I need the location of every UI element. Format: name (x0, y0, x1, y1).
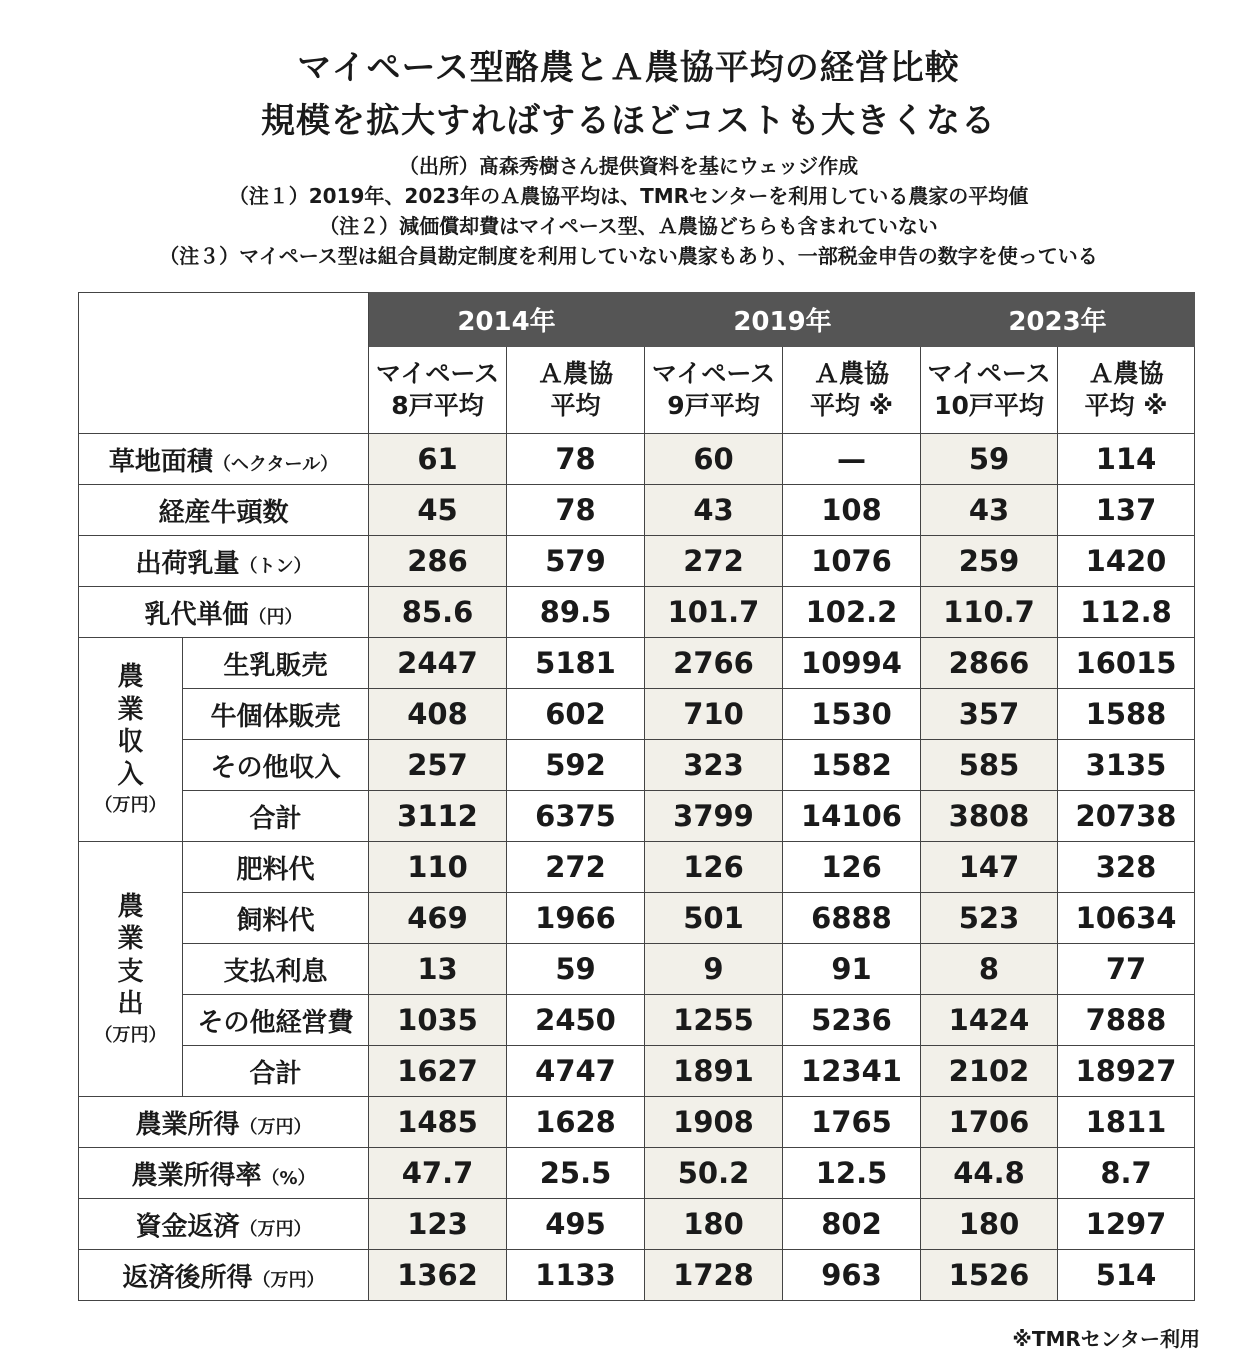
value-cell: 2447 (369, 638, 507, 689)
value-cell: 1706 (921, 1097, 1058, 1148)
row-label-text: 出荷乳量 (135, 548, 240, 579)
table-row (79, 791, 1195, 842)
value-cell: 12341 (783, 1046, 921, 1097)
corner-cell (79, 293, 369, 434)
value-cell: 114 (1058, 434, 1195, 485)
value-cell: 1362 (369, 1250, 507, 1301)
value-cell: 585 (921, 740, 1058, 791)
value-cell: 126 (783, 842, 921, 893)
group-label-char: 支 (117, 956, 144, 987)
value-cell: 592 (507, 740, 645, 791)
row-label (79, 1199, 369, 1250)
value-cell: 25.5 (507, 1148, 645, 1199)
column-header (645, 347, 783, 434)
row-label: 肥料代 (183, 842, 369, 893)
value-cell: 85.6 (369, 587, 507, 638)
value-cell: 13 (369, 944, 507, 995)
value-cell: 1297 (1058, 1199, 1195, 1250)
table-row (79, 1046, 1195, 1097)
value-cell: 43 (645, 485, 783, 536)
value-cell: 602 (507, 689, 645, 740)
value-cell: 963 (783, 1250, 921, 1301)
table-row (79, 1148, 1195, 1199)
value-cell: 5181 (507, 638, 645, 689)
title-line-2: 規模を拡大すればするほどコストも大きくなる (261, 101, 996, 141)
value-cell: 8 (921, 944, 1058, 995)
row-label-unit: （万円） (239, 1116, 312, 1138)
value-cell: 259 (921, 536, 1058, 587)
row-label: 牛個体販売 (183, 689, 369, 740)
value-cell: 272 (507, 842, 645, 893)
value-cell: 802 (783, 1199, 921, 1250)
column-header-line: マイペース (927, 358, 1051, 388)
column-header (921, 347, 1058, 434)
table-row (79, 1250, 1195, 1301)
table-row (79, 995, 1195, 1046)
value-cell: 44.8 (921, 1148, 1058, 1199)
column-header-line: マイペース (651, 358, 776, 388)
value-cell: 78 (507, 485, 645, 536)
row-label: その他経営費 (183, 995, 369, 1046)
source-note: （出所）髙森秀樹さん提供資料を基にウェッジ作成 (398, 154, 859, 178)
column-header (369, 347, 507, 434)
value-cell: 523 (921, 893, 1058, 944)
value-cell: 16015 (1058, 638, 1195, 689)
column-header-line: 平均 ※ (809, 391, 893, 420)
value-cell: 1588 (1058, 689, 1195, 740)
value-cell: — (783, 434, 921, 485)
row-label-text: 農業所得率 (131, 1160, 262, 1191)
value-cell: 323 (645, 740, 783, 791)
income-group-label (79, 638, 183, 842)
value-cell: 101.7 (645, 587, 783, 638)
value-cell: 1765 (783, 1097, 921, 1148)
table-row (79, 1199, 1195, 1250)
value-cell: 6375 (507, 791, 645, 842)
note-1: （注１）2019年、2023年のＡ農協平均は、TMRセンターを利用している農家の平均値 (228, 184, 1029, 208)
value-cell: 1530 (783, 689, 921, 740)
note-3: （注３）マイペース型は組合員勘定制度を利用していない農家もあり、一部税金申告の数字を使っている (159, 244, 1098, 268)
column-header-line: Ａ農協 (1088, 358, 1164, 388)
value-cell: 7888 (1058, 995, 1195, 1046)
value-cell: 4747 (507, 1046, 645, 1097)
value-cell: 2450 (507, 995, 645, 1046)
value-cell: 9 (645, 944, 783, 995)
value-cell: 6888 (783, 893, 921, 944)
value-cell: 91 (783, 944, 921, 995)
column-header-line: 9戸平均 (667, 391, 760, 420)
value-cell: 3808 (921, 791, 1058, 842)
group-label-char: 農 (117, 891, 144, 922)
value-cell: 8.7 (1058, 1148, 1195, 1199)
value-cell: 123 (369, 1199, 507, 1250)
table-row (79, 587, 1195, 638)
value-cell: 137 (1058, 485, 1195, 536)
group-label-unit: （万円） (94, 1024, 167, 1046)
value-cell: 50.2 (645, 1148, 783, 1199)
value-cell: 108 (783, 485, 921, 536)
column-header (507, 347, 645, 434)
value-cell: 1133 (507, 1250, 645, 1301)
row-label-text: 草地面積 (108, 446, 213, 477)
value-cell: 102.2 (783, 587, 921, 638)
table-row (79, 434, 1195, 485)
group-label-char: 業 (117, 694, 144, 725)
value-cell: 110 (369, 842, 507, 893)
row-label (79, 536, 369, 587)
row-label: 支払利息 (183, 944, 369, 995)
value-cell: 14106 (783, 791, 921, 842)
group-label-char: 収 (117, 727, 144, 758)
column-header-line: Ａ農協 (537, 358, 613, 388)
value-cell: 45 (369, 485, 507, 536)
value-cell: 110.7 (921, 587, 1058, 638)
row-label-text: 返済後所得 (122, 1262, 253, 1293)
value-cell: 147 (921, 842, 1058, 893)
table-row (79, 536, 1195, 587)
value-cell: 1526 (921, 1250, 1058, 1301)
row-label: その他収入 (183, 740, 369, 791)
row-label (79, 1250, 369, 1301)
year-header-2019: 2019年 (645, 293, 921, 347)
value-cell: 12.5 (783, 1148, 921, 1199)
value-cell: 3135 (1058, 740, 1195, 791)
column-header-line: 平均 ※ (1084, 391, 1168, 420)
table-row (79, 893, 1195, 944)
value-cell: 10634 (1058, 893, 1195, 944)
table-row (79, 842, 1195, 893)
value-cell: 1035 (369, 995, 507, 1046)
group-label-char: 業 (117, 924, 144, 955)
row-label (79, 1148, 369, 1199)
value-cell: 1811 (1058, 1097, 1195, 1148)
column-header-line: Ａ農協 (813, 358, 889, 388)
row-label (79, 485, 369, 536)
value-cell: 112.8 (1058, 587, 1195, 638)
value-cell: 469 (369, 893, 507, 944)
row-label: 生乳販売 (183, 638, 369, 689)
column-header-line: 8戸平均 (391, 391, 484, 420)
value-cell: 328 (1058, 842, 1195, 893)
table-row (79, 638, 1195, 689)
row-label (79, 1097, 369, 1148)
value-cell: 1582 (783, 740, 921, 791)
value-cell: 501 (645, 893, 783, 944)
row-label-text: 農業所得 (135, 1109, 240, 1140)
group-label-char: 入 (117, 759, 144, 790)
value-cell: 20738 (1058, 791, 1195, 842)
table-row (79, 485, 1195, 536)
group-label-char: 農 (117, 662, 144, 693)
column-header (783, 347, 921, 434)
value-cell: 1424 (921, 995, 1058, 1046)
value-cell: 1076 (783, 536, 921, 587)
row-label: 合計 (183, 791, 369, 842)
table-row (79, 944, 1195, 995)
row-label: 合計 (183, 1046, 369, 1097)
group-label-char: 出 (117, 989, 144, 1020)
row-label-text: 資金返済 (135, 1211, 240, 1242)
row-label-text: 乳代単価 (144, 599, 249, 630)
value-cell: 10994 (783, 638, 921, 689)
value-cell: 3799 (645, 791, 783, 842)
value-cell: 710 (645, 689, 783, 740)
value-cell: 272 (645, 536, 783, 587)
footer-note: ※TMRセンター利用 (1012, 1327, 1200, 1351)
value-cell: 126 (645, 842, 783, 893)
value-cell: 2766 (645, 638, 783, 689)
value-cell: 514 (1058, 1250, 1195, 1301)
value-cell: 59 (507, 944, 645, 995)
value-cell: 1485 (369, 1097, 507, 1148)
column-header-line: 平均 (550, 391, 601, 420)
value-cell: 43 (921, 485, 1058, 536)
value-cell: 257 (369, 740, 507, 791)
row-label-unit: （ヘクタール） (212, 453, 339, 475)
value-cell: 579 (507, 536, 645, 587)
value-cell: 180 (921, 1199, 1058, 1250)
value-cell: 5236 (783, 995, 921, 1046)
value-cell: 1908 (645, 1097, 783, 1148)
value-cell: 286 (369, 536, 507, 587)
value-cell: 3112 (369, 791, 507, 842)
year-header-2023: 2023年 (921, 293, 1195, 347)
value-cell: 2866 (921, 638, 1058, 689)
value-cell: 357 (921, 689, 1058, 740)
value-cell: 59 (921, 434, 1058, 485)
value-cell: 2102 (921, 1046, 1058, 1097)
row-label (79, 587, 369, 638)
column-header (1058, 347, 1195, 434)
comparison-table (78, 292, 1195, 1301)
value-cell: 18927 (1058, 1046, 1195, 1097)
row-label: 飼料代 (183, 893, 369, 944)
column-header-line: マイペース (375, 358, 500, 388)
value-cell: 180 (645, 1199, 783, 1250)
value-cell: 495 (507, 1199, 645, 1250)
value-cell: 1420 (1058, 536, 1195, 587)
column-header-line: 10戸平均 (934, 391, 1044, 420)
value-cell: 1627 (369, 1046, 507, 1097)
row-label-unit: （万円） (239, 1218, 312, 1240)
value-cell: 89.5 (507, 587, 645, 638)
value-cell: 1628 (507, 1097, 645, 1148)
group-label-unit: （万円） (94, 795, 167, 817)
year-header-2014: 2014年 (369, 293, 645, 347)
title-line-1: マイペース型酪農とＡ農協平均の経営比較 (297, 48, 960, 88)
value-cell: 408 (369, 689, 507, 740)
value-cell: 78 (507, 434, 645, 485)
row-label-text: 経産牛頭数 (158, 497, 289, 528)
value-cell: 1966 (507, 893, 645, 944)
value-cell: 1891 (645, 1046, 783, 1097)
table-row (79, 689, 1195, 740)
table-row (79, 1097, 1195, 1148)
row-label-unit: （トン） (239, 555, 312, 577)
row-label-unit: （万円） (252, 1269, 325, 1291)
expense-group-label (79, 842, 183, 1097)
table-row (79, 740, 1195, 791)
row-label-unit: （%） (261, 1167, 316, 1189)
value-cell: 47.7 (369, 1148, 507, 1199)
row-label-unit: （円） (248, 606, 303, 628)
value-cell: 1255 (645, 995, 783, 1046)
value-cell: 60 (645, 434, 783, 485)
value-cell: 61 (369, 434, 507, 485)
row-label (79, 434, 369, 485)
value-cell: 77 (1058, 944, 1195, 995)
note-2: （注２）減価償却費はマイペース型、Ａ農協どちらも含まれていない (319, 214, 938, 238)
value-cell: 1728 (645, 1250, 783, 1301)
